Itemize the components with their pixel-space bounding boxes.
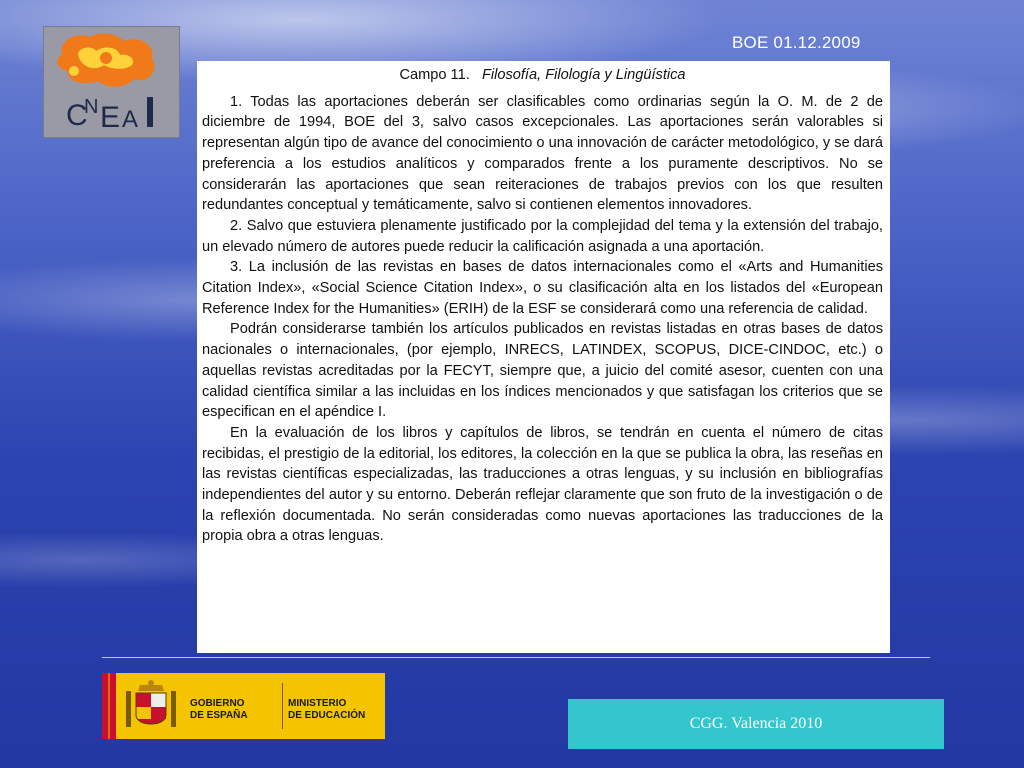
venue-label: CGG. Valencia 2010: [568, 699, 944, 749]
svg-text:N: N: [84, 96, 99, 118]
ministry-label: MINISTERIO DE EDUCACIÓN: [288, 698, 366, 721]
flag-icon: [102, 673, 116, 739]
paragraph: Podrán considerarse también los artículos publicados en revistas listadas en otras bases de datos nacionales o internacionales, (por ejemplo, INRECS, LATINDEX, SCOPUS, DICE-CINDOC, etc.) o aquellas revistas acreditadas por la FECYT, siempre que, a juicio del comité asesor, cuenten con una calidad científica similar a las incluidas en los índices mencionados y que satisfagan los criterios que se especifican en el apéndice I.: [202, 321, 883, 421]
government-label: GOBIERNO DE ESPAÑA: [190, 698, 248, 721]
government-logo: [102, 673, 385, 739]
document-excerpt: [197, 61, 890, 653]
title-prefix: Campo 11.: [399, 67, 470, 83]
svg-text:A: A: [122, 106, 139, 133]
logo-separator: [282, 683, 283, 729]
boe-reference: BOE 01.12.2009: [732, 33, 861, 52]
document-title: [202, 65, 883, 86]
svg-text:C: C: [66, 99, 88, 132]
paragraph: 1. Todas las aportaciones deberán ser clasificables como ordinarias según la O. M. de 2 de diciembre de 1994, BOE del 3, salvo casos excepcionales. Las aportaciones serán valorables si representan algún tipo de avance del conocimiento o una innovación de carácter metodológico, y se dará preferencia a los estudios analíticos y comparados frente a los puramente descriptivos. No se considerarán las aportaciones que sean reiteraciones de trabajos previos con los que resulten redundantes conceptual y temáticamente, salvo si contienen elementos innovadores.: [202, 93, 883, 214]
paragraph: 2. Salvo que estuviera plenamente justificado por la complejidad del tema y la extensión del trabajo, un elevado número de autores puede reducir la calificación asignada a una aportación.: [202, 217, 883, 255]
svg-text:E: E: [100, 101, 121, 134]
divider-line: [102, 657, 930, 658]
cneai-logo-graphic: [44, 27, 179, 137]
paragraph: En la evaluación de los libros y capítulos de libros, se tendrán en cuenta el número de citas recibidas, el prestigio de la editorial, los editores, la colección en la que se publica la obra, las reseñas en las revistas científicas especializadas, las traducciones a otras lenguas, y su inclusión en bibliografías independientes del autor y su entorno. Deberán reflejar claramente que son fruto de la investigación o de la reflexión documentada. No serán consideradas como nuevas aportaciones las traducciones de la propia obra a otras lenguas.: [202, 424, 883, 545]
cneai-logo: [43, 26, 180, 138]
paragraph: 3. La inclusión de las revistas en bases de datos internacionales como el «Arts and Humanities Citation Index», «Social Science Citation Index», o su clasificación alta en los listados del «European Reference Index for the Humanities» (ERIH) de la ESF se considerará como una referencia de calidad.: [202, 259, 883, 317]
title-subject: Filosofía, Filología y Lingüística: [481, 67, 686, 83]
coat-of-arms-icon: [120, 677, 182, 735]
